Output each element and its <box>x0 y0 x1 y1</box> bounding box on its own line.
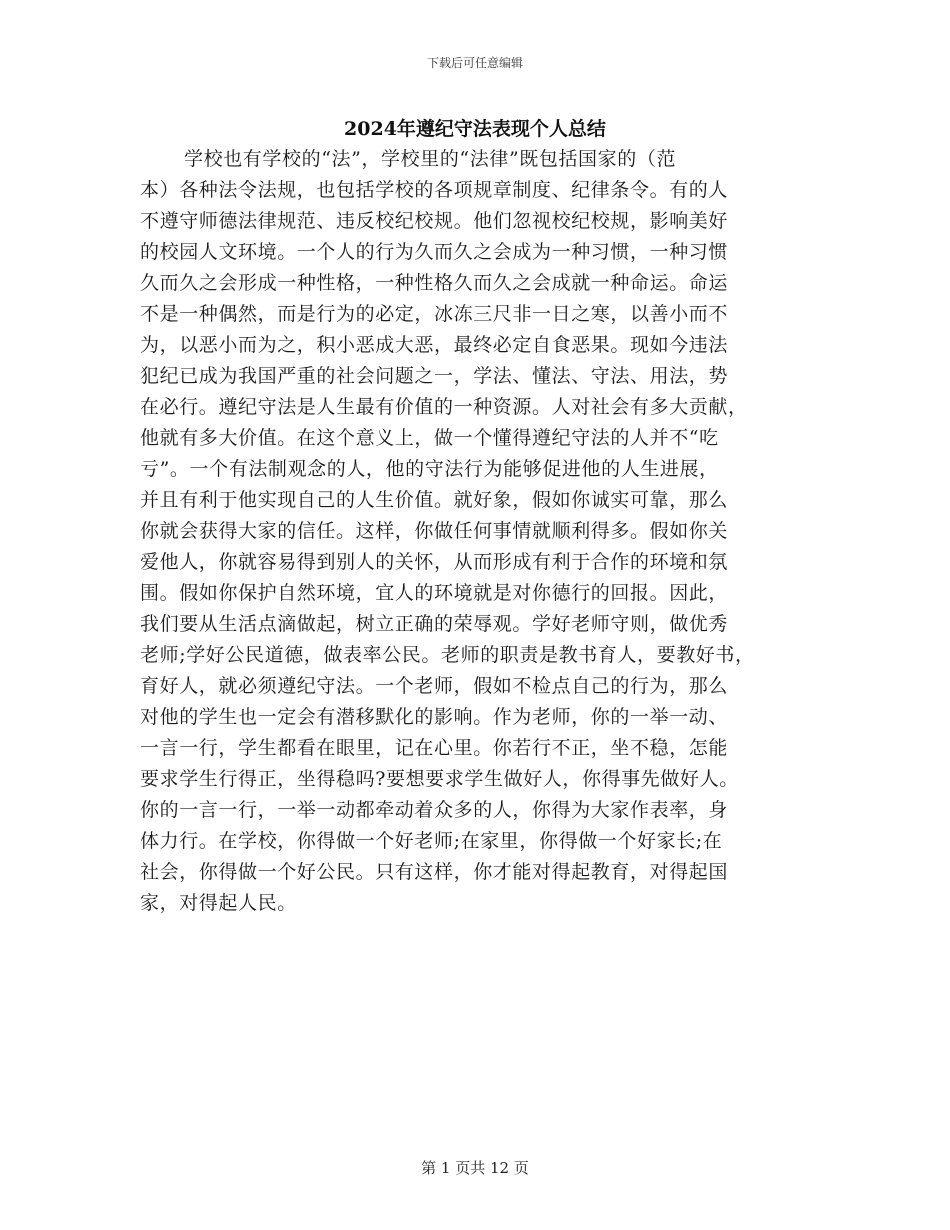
body-line: 育好人，就必须遵纪守法。一个老师，假如不检点自己的行为，那么 <box>140 675 729 697</box>
document-body <box>140 144 810 919</box>
header-note: 下载后可任意编辑 <box>426 56 523 70</box>
body-line: 本）各种法令法规，也包括学校的各项规章制度、纪律条令。有的人 <box>140 179 729 201</box>
body-line: 不遵守师德法律规范、违反校纪校规。他们忽视校纪校规，影响美好 <box>140 210 729 232</box>
body-line: 他就有多大价值。在这个意义上，做一个懂得遵纪守法的人并不“吃 <box>140 427 719 449</box>
body-line: 我们要从生活点滴做起，树立正确的荣辱观。学好老师守则，做优秀 <box>140 613 729 635</box>
body-line: 并且有利于他实现自己的人生价值。就好象，假如你诚实可靠，那么 <box>140 489 729 511</box>
body-line: 你的一言一行，一举一动都牵动着众多的人，你得为大家作表率，身 <box>140 799 729 821</box>
body-line: 家，对得起人民。 <box>140 892 297 914</box>
body-line: 你就会获得大家的信任。这样，你做任何事情就顺利得多。假如你关 <box>140 520 729 542</box>
body-line: 亏”。一个有法制观念的人，他的守法行为能够促进他的人生进展， <box>140 458 719 480</box>
body-line: 一言一行，学生都看在眼里，记在心里。你若行不正，坐不稳，怎能 <box>140 737 729 759</box>
body-line: 的校园人文环境。一个人的行为久而久之会成为一种习惯，一种习惯 <box>140 241 729 263</box>
body-line: 对他的学生也一定会有潜移默化的影响。作为老师，你的一举一动、 <box>140 706 729 728</box>
body-line: 久而久之会形成一种性格，一种性格久而久之会成就一种命运。命运 <box>140 272 729 294</box>
page-number: 第 1 页共 12 页 <box>421 1159 529 1177</box>
body-line: 在必行。遵纪守法是人生最有价值的一种资源。人对社会有多大贡献， <box>140 396 748 418</box>
body-line: 体力行。在学校，你得做一个好老师;在家里，你得做一个好家长;在 <box>140 830 723 852</box>
body-line: 爱他人，你就容易得到别人的关怀，从而形成有利于合作的环境和氛 <box>140 551 729 573</box>
body-line: 为，以恶小而为之，积小恶成大恶，最终必定自食恶果。现如今违法 <box>140 334 729 356</box>
body-line: 围。假如你保护自然环境，宜人的环境就是对你德行的回报。因此， <box>140 582 729 604</box>
body-line: 社会，你得做一个好公民。只有这样，你才能对得起教育，对得起国 <box>140 861 729 883</box>
document-title: 2024年遵纪守法表现个人总结 <box>344 118 606 140</box>
body-line: 不是一种偶然，而是行为的必定，冰冻三尺非一日之寒，以善小而不 <box>140 303 729 325</box>
body-line: 要求学生行得正，坐得稳吗?要想要求学生做好人，你得事先做好人。 <box>140 768 739 790</box>
body-line: 老师;学好公民道德，做表率公民。老师的职责是教书育人，要教好书， <box>140 644 755 666</box>
body-line: 学校也有学校的“法”，学校里的“法律”既包括国家的（范 <box>184 148 677 170</box>
body-line: 犯纪已成为我国严重的社会问题之一，学法、懂法、守法、用法，势 <box>140 365 729 387</box>
